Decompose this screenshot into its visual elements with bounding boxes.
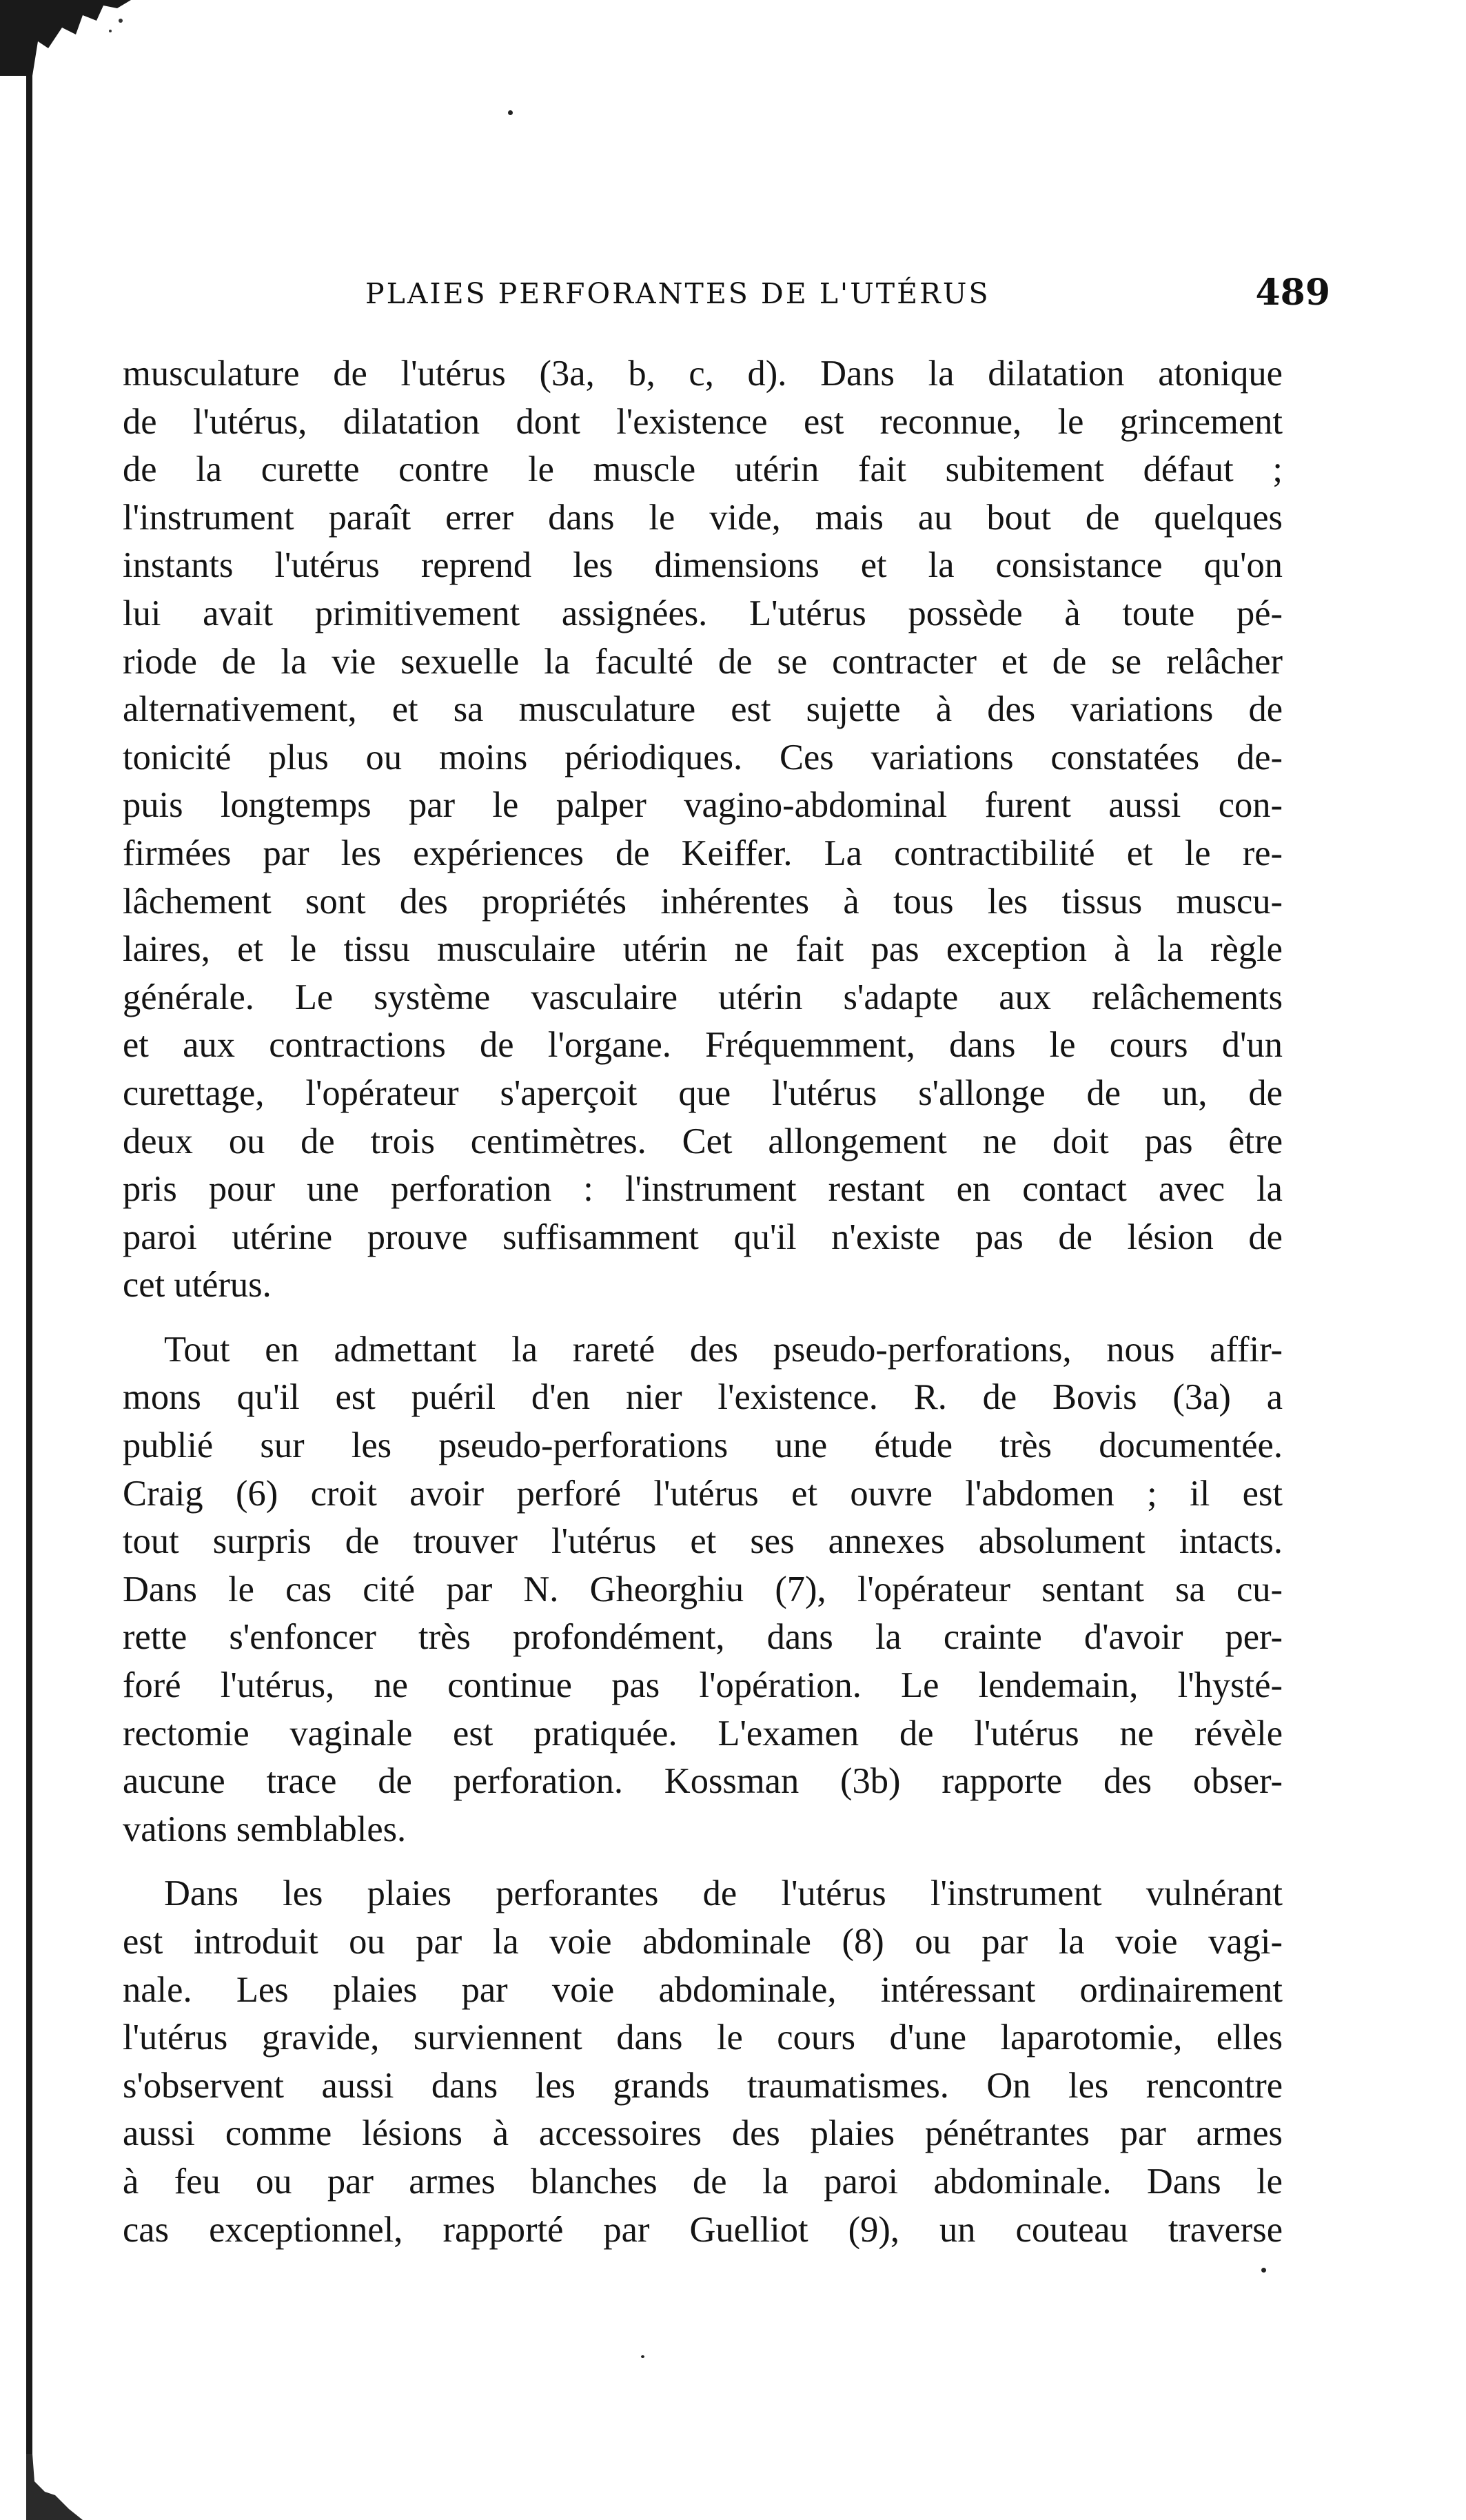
dust-speck xyxy=(641,2355,644,2358)
scan-left-edge xyxy=(26,41,32,2520)
text-line: aucune trace de perforation. Kossman (3b) rapporte des obser- xyxy=(123,1761,1283,1802)
text-line: Craig (6) croit avoir perforé l'utérus et ouvre l'abdomen ; il est xyxy=(123,1473,1283,1514)
text-line: Dans le cas cité par N. Gheorghiu (7), l'opérateur sentant sa cu- xyxy=(123,1569,1283,1609)
text-line: aussi comme lésions à accessoires des plaies pénétrantes par armes xyxy=(123,2113,1283,2154)
text-line: laires, et le tissu musculaire utérin ne fait pas exception à la règle xyxy=(123,929,1283,970)
body-text xyxy=(123,350,1283,2254)
text-line: est introduit ou par la voie abdominale (8) ou par la voie vagi- xyxy=(123,1922,1283,1962)
text-line: Tout en admettant la rareté des pseudo-perforations, nous affir- xyxy=(164,1329,1283,1370)
text-line: Dans les plaies perforantes de l'utérus l'instrument vulnérant xyxy=(164,1873,1283,1914)
text-line: cet utérus. xyxy=(123,1265,272,1305)
text-line: rette s'enfoncer très profondément, dans la crainte d'avoir per- xyxy=(123,1617,1283,1658)
scan-corner-artifact-bottom xyxy=(21,2454,83,2520)
paragraph xyxy=(123,350,1283,1310)
text-line: riode de la vie sexuelle la faculté de se contracter et de se relâcher xyxy=(123,641,1283,682)
text-line: l'utérus gravide, surviennent dans le cours d'une laparotomie, elles xyxy=(123,2018,1283,2058)
text-line: lui avait primitivement assignées. L'utérus possède à toute pé- xyxy=(123,593,1283,633)
page-number: 489 xyxy=(1255,272,1330,314)
scan-corner-artifact xyxy=(0,0,138,76)
text-line: vations semblables. xyxy=(123,1809,407,1849)
text-line: tout surpris de trouver l'utérus et ses annexes absolument intacts. xyxy=(123,1521,1283,1562)
text-line: firmées par les expériences de Keiffer. La contractibilité et le re- xyxy=(123,833,1283,873)
text-line: et aux contractions de l'organe. Fréquemment, dans le cours d'un xyxy=(123,1025,1283,1066)
page-header xyxy=(365,272,1330,320)
text-line: paroi utérine prouve suffisamment qu'il n'existe pas de lésion de xyxy=(123,1217,1283,1257)
text-line: générale. Le système vasculaire utérin s'adapte aux relâchements xyxy=(123,977,1283,1017)
text-line: mons qu'il est puéril d'en nier l'existence. R. de Bovis (3a) a xyxy=(123,1377,1283,1418)
paragraph xyxy=(123,1870,1283,2254)
text-line: tonicité plus ou moins périodiques. Ces variations constatées de- xyxy=(123,737,1283,778)
text-line: s'observent aussi dans les grands traumatismes. On les rencontre xyxy=(123,2065,1283,2106)
text-line: instants l'utérus reprend les dimensions et la consistance qu'on xyxy=(123,545,1283,586)
text-line: pris pour une perforation : l'instrument restant en contact avec la xyxy=(123,1169,1283,1210)
text-line: curettage, l'opérateur s'aperçoit que l'utérus s'allonge de un, de xyxy=(123,1073,1283,1113)
text-line: de l'utérus, dilatation dont l'existence est reconnue, le grincement xyxy=(123,401,1283,442)
text-line: publié sur les pseudo-perforations une étude très documentée. xyxy=(123,1425,1283,1466)
text-line: nale. Les plaies par voie abdominale, intéressant ordinairement xyxy=(123,1969,1283,2010)
text-line: deux ou de trois centimètres. Cet allongement ne doit pas être xyxy=(123,1121,1283,1161)
text-line: de la curette contre le muscle utérin fait subitement défaut ; xyxy=(123,449,1283,490)
text-line: alternativement, et sa musculature est sujette à des variations de xyxy=(123,689,1283,730)
dust-speck xyxy=(1261,2268,1266,2273)
text-line: rectomie vaginale est pratiquée. L'examen de l'utérus ne révèle xyxy=(123,1713,1283,1754)
text-line: lâchement sont des propriétés inhérentes à tous les tissus muscu- xyxy=(123,881,1283,922)
dust-speck xyxy=(508,110,513,115)
running-title: PLAIES PERFORANTES DE L'UTÉRUS xyxy=(365,277,990,310)
text-line: cas exceptionnel, rapporté par Guelliot (9), un couteau traverse xyxy=(123,2209,1283,2250)
text-line: l'instrument paraît errer dans le vide, mais au bout de quelques xyxy=(123,497,1283,538)
text-line: à feu ou par armes blanches de la paroi abdominale. Dans le xyxy=(123,2161,1283,2202)
text-line: puis longtemps par le palper vagino-abdominal furent aussi con- xyxy=(123,785,1283,826)
text-line: musculature de l'utérus (3a, b, c, d). Dans la dilatation atonique xyxy=(123,354,1283,394)
paragraph xyxy=(123,1326,1283,1854)
text-line: foré l'utérus, ne continue pas l'opération. Le lendemain, l'hysté- xyxy=(123,1665,1283,1706)
